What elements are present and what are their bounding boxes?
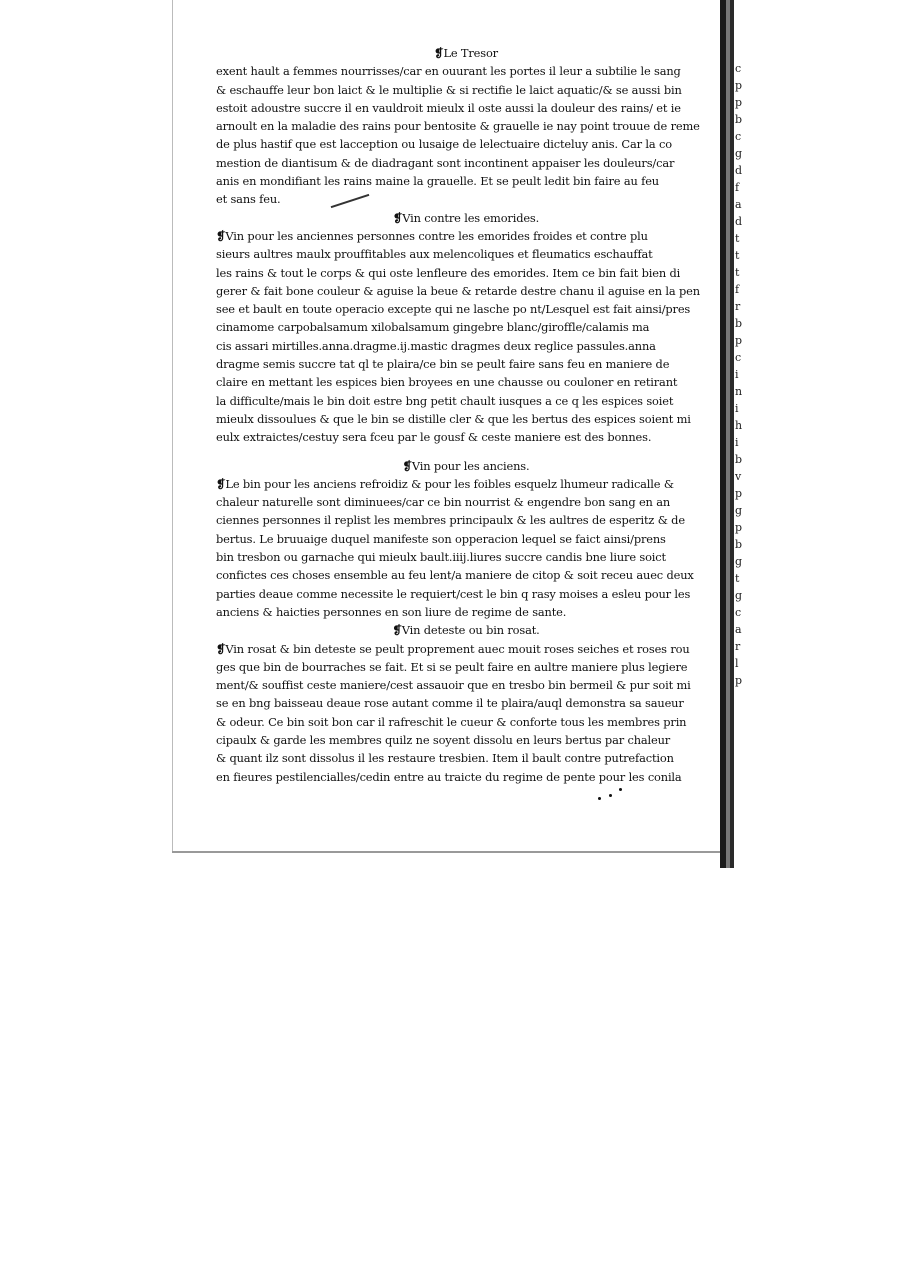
- text-line: see et bault en toute operacio excepte qui ne lasche po nt/Lesquel est fait ainsi/pres: [216, 302, 691, 317]
- book-spine-shadow-right: [730, 0, 734, 868]
- text-line: en fieures pestilencialles/cedin entre au traicte du regime de pente pour les conila: [216, 769, 682, 784]
- paragraph-mark-icon: ❡: [392, 210, 403, 225]
- text-line: ciennes personnes il replist les membres principaulx & les aultres de esperitz & de: [216, 513, 685, 528]
- text-line: de plus hastif que est lacception ou lusaige de lelectuaire dicteluy anis. Car la co: [216, 137, 672, 152]
- text-line: ges que bin de bourraches se fait. Et si se peult faire en aultre maniere plus legiere: [216, 659, 688, 674]
- text-line: claire en mettant les espices bien broyees en une chausse ou couloner en retirant: [216, 375, 678, 390]
- facing-page-glyph: p: [735, 79, 743, 92]
- facing-page-glyph: p: [735, 674, 743, 687]
- facing-page-glyph: b: [735, 538, 743, 551]
- section-body-rosat: [216, 640, 716, 786]
- text-line: dragme semis succre tat ql te plaira/ce bin se peult faire sans feu en maniere de: [216, 357, 670, 372]
- facing-page-glyph: i: [735, 402, 739, 415]
- ink-speck: [598, 797, 601, 800]
- facing-page-glyph: c: [735, 351, 742, 364]
- text-line: cipaulx & garde les membres quilz ne soyent dissolu en leurs bertus par chaleur: [216, 732, 671, 747]
- facing-page-glyph: l: [735, 657, 739, 670]
- paragraph-mark-icon: ❡: [392, 623, 402, 638]
- text-line: sieurs aultres maulx prouffitables aux melencoliques et fleumatics eschauffat: [216, 247, 653, 262]
- text-line: [216, 475, 716, 493]
- facing-page-glyph: d: [735, 215, 743, 228]
- text-line-content: Vin pour les anciennes personnes contre les emorides froides et contre plu: [225, 228, 648, 243]
- page-text: [216, 44, 716, 786]
- facing-page-glyph: t: [735, 266, 740, 279]
- paragraph-mark-icon: ❡: [216, 228, 226, 243]
- facing-page-glyph: p: [735, 96, 743, 109]
- facing-page-glyph: a: [735, 198, 742, 211]
- facing-page-glyph: f: [735, 283, 740, 296]
- facing-page-glyph: v: [735, 470, 742, 483]
- facing-page-glyph: i: [735, 368, 739, 381]
- text-line: mieulx dissoulues & que le bin se distille cler & que les bertus des espices soient mi: [216, 411, 691, 426]
- section-body-emorides: [216, 227, 716, 447]
- facing-page-glyph: h: [735, 419, 743, 432]
- text-line: & eschauffe leur bon laict & le multiplie & si rectifie le laict aquatic/& se aussi bin: [216, 82, 682, 97]
- text-line: confictes ces choses ensemble au feu lent/a maniere de citop & soit receu auec deux: [216, 568, 694, 583]
- page-left-edge: [172, 0, 173, 852]
- facing-page-glyph: t: [735, 249, 740, 262]
- text-line: [216, 640, 716, 658]
- facing-page-glyph: a: [735, 623, 742, 636]
- facing-page-glyph: c: [735, 606, 742, 619]
- text-line: & quant ilz sont dissolus il les restaure tresbien. Item il bault contre putrefaction: [216, 751, 674, 766]
- facing-page-glyph: p: [735, 487, 743, 500]
- text-line: estoit adoustre succre il en vauldroit mieulx il oste aussi la douleur des rains/ et ie: [216, 100, 681, 115]
- section-heading-emorides: ❡Vin contre les emorides.: [392, 210, 540, 225]
- text-line: chaleur naturelle sont diminuees/car ce bin nourrist & engendre bon sang en an: [216, 495, 671, 510]
- text-line-content: Le bin pour les anciens refroidiz & pour les foibles esquelz lhumeur radicalle &: [225, 476, 674, 491]
- text-line: bin tresbon ou garnache qui mieulx bault.iiij.liures succre candis bne liure soict: [216, 550, 666, 565]
- paragraph-mark-icon: ❡: [402, 458, 412, 473]
- facing-page-glyph: g: [735, 504, 743, 517]
- section-heading-rosat: ❡Vin deteste ou bin rosat.: [392, 623, 540, 638]
- text-line: la difficulte/mais le bin doit estre bng petit chault iusques a ce q les espices soiet: [216, 393, 674, 408]
- text-line: les rains & tout le corps & qui oste lenfleure des emorides. Item ce bin fait bien di: [216, 265, 681, 280]
- paragraph-mark-icon: ❡: [216, 476, 226, 491]
- facing-page-glyph: g: [735, 147, 743, 160]
- text-line: se en bng baisseau deaue rose autant comme il te plaira/auql demonstra sa saueur: [216, 696, 684, 711]
- facing-page-fragment: [735, 60, 745, 780]
- text-line: cis assari mirtilles.anna.dragme.ij.mastic dragmes deux reglice passules.anna: [216, 338, 656, 353]
- facing-page-glyph: b: [735, 453, 743, 466]
- ink-speck: [609, 794, 612, 797]
- facing-page-glyph: i: [735, 436, 739, 449]
- facing-page-glyph: d: [735, 164, 743, 177]
- text-line: ment/& souffist ceste maniere/cest assauoir que en tresbo bin bermeil & pur soit mi: [216, 678, 691, 693]
- page-bottom-edge: [172, 851, 720, 853]
- text-line: exent hault a femmes nourrisses/car en ouurant les portes il leur a subtilie le sang: [216, 64, 681, 79]
- paragraph-mark-icon: ❡: [216, 641, 226, 656]
- text-line-content: Vin rosat & bin deteste se peult proprement auec mouit roses seiches et roses rou: [225, 641, 690, 656]
- facing-page-glyph: t: [735, 232, 740, 245]
- text-line: et sans feu.: [216, 192, 281, 207]
- text-line: bertus. Le bruuaige duquel manifeste son opperacion lequel se faict ainsi/prens: [216, 531, 666, 546]
- intro-paragraph: [216, 62, 716, 208]
- text-line: anciens & haicties personnes en son liure de regime de sante.: [216, 604, 567, 619]
- text-line: [216, 227, 716, 245]
- facing-page-glyph: b: [735, 113, 743, 126]
- facing-page-glyph: f: [735, 181, 740, 194]
- ink-speck: [619, 788, 622, 791]
- facing-page-glyph: t: [735, 572, 740, 585]
- facing-page-glyph: g: [735, 555, 743, 568]
- text-line: mestion de diantisum & de diadragant sont incontinent appaiser les douleurs/car: [216, 155, 675, 170]
- facing-page-glyph: c: [735, 62, 742, 75]
- facing-page-glyph: b: [735, 317, 743, 330]
- paragraph-mark-icon: ❡: [434, 46, 444, 60]
- text-line: arnoult en la maladie des rains pour bentosite & grauelle ie nay point trouue de reme: [216, 119, 700, 134]
- running-header: ❡Le Tresor: [434, 46, 498, 60]
- text-line: gerer & fait bone couleur & aguise la beue & retarde destre chanu il aguise en la pen: [216, 283, 700, 298]
- text-line: cinamome carpobalsamum xilobalsamum gingebre blanc/giroffle/calamis ma: [216, 320, 650, 335]
- text-line: anis en mondifiant les rains maine la grauelle. Et se peult ledit bin faire au feu: [216, 174, 659, 189]
- section-heading-anciens: ❡Vin pour les anciens.: [402, 458, 530, 473]
- text-line: parties deaue comme necessite le requiert/cest le bin q rasy moises a esleu pour les: [216, 586, 691, 601]
- facing-page-glyph: g: [735, 589, 743, 602]
- facing-page-glyph: r: [735, 640, 741, 653]
- section-body-anciens: [216, 475, 716, 621]
- facing-page-glyph: n: [735, 385, 743, 398]
- facing-page-glyph: p: [735, 334, 743, 347]
- text-line: eulx extraictes/cestuy sera fceu par le gousf & ceste maniere est des bonnes.: [216, 430, 652, 445]
- text-line: & odeur. Ce bin soit bon car il rafreschit le cueur & conforte tous les membres prin: [216, 714, 687, 729]
- facing-page-glyph: c: [735, 130, 742, 143]
- facing-page-glyph: r: [735, 300, 741, 313]
- facing-page-glyph: p: [735, 521, 743, 534]
